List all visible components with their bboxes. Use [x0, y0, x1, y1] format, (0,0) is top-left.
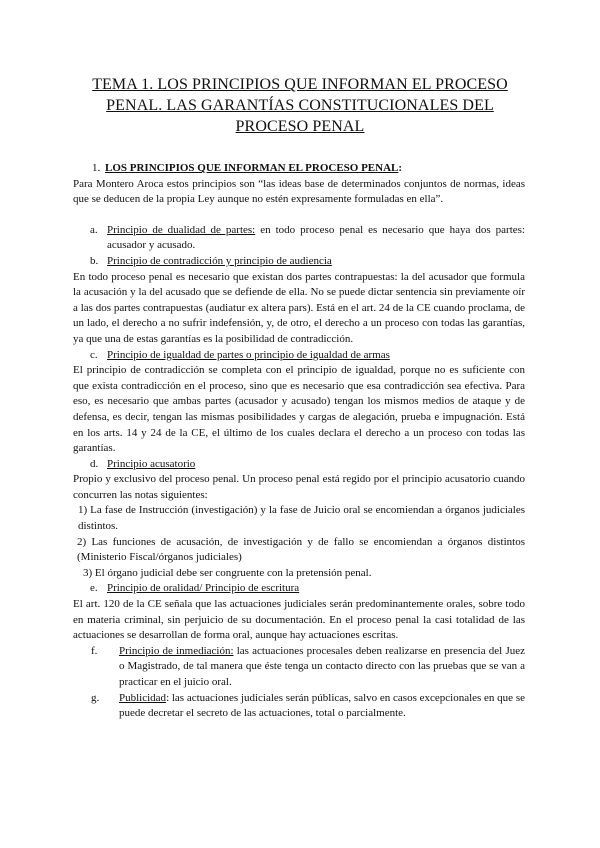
principle-text: en todo proceso penal es necesario que haya dos partes: acusador y acusado.: [107, 223, 525, 252]
list-item-g: [73, 691, 525, 722]
principle-text: las actuaciones procesales deben realizarse en presencia del Juez o Magistrado, de tal manera que éste tenga un contacto directo con las pruebas que se van a practicar en el juicio oral.: [119, 644, 525, 688]
list-marker: e.: [90, 582, 98, 595]
list-marker: c.: [90, 348, 98, 361]
principle-label: Principio de oralidad/ Principio de escritura: [107, 582, 300, 595]
list-item-e: [73, 581, 525, 597]
principle-paragraph-b: En todo proceso penal es necesario que existan dos partes contrapuestas: la del acusador que formula la acusación y la del acusado que se defiende de ella. No se puede dictar sentencia sin previamente oír a las dos partes contrapuestas (audiatur ex altera pars). Está en el art. 24 de la CE cuando proclama, de un lado, el derecho a no sufrir indefensión, y, de otro, el derecho a un proceso con todas las garantías, ya que una de estas garantías es la posibilidad de contradicción.: [73, 270, 525, 345]
principle-label: Principio de inmediación:: [119, 644, 234, 657]
acusatorio-note-3: 3) El órgano judicial debe ser congruente con la pretensión penal.: [83, 566, 372, 579]
principle-label: Principio de contradicción y principio de audiencia: [107, 254, 332, 267]
principle-label: Principio acusatorio: [107, 457, 196, 470]
section-heading-text: LOS PRINCIPIOS QUE INFORMAN EL PROCESO PENAL: [105, 162, 399, 174]
list-item-a: [73, 223, 525, 254]
principle-paragraph-d: Propio y exclusivo del proceso penal. Un proceso penal está regido por el principio acusatorio cuando concurren las notas siguientes:: [73, 473, 525, 501]
principle-paragraph-e: El art. 120 de la CE señala que las actuaciones judiciales serán predominantemente orales, sobre todo en materia criminal, sin perjuicio de su documentación. En el proceso penal la casi totalidad de las actuaciones se desarrollan de forma oral, aunque hay actuaciones escritas.: [73, 598, 525, 642]
list-item-f: [73, 644, 525, 691]
title-line-1: TEMA 1. LOS PRINCIPIOS QUE INFORMAN EL PROCESO: [92, 76, 508, 93]
blank-line: [73, 208, 525, 223]
principle-label: Publicidad: [119, 691, 167, 704]
acusatorio-note-1: 1) La fase de Instrucción (investigación) y la fase de Juicio oral se encomiendan a órganos judiciales distintos.: [78, 504, 525, 533]
list-item-c: [73, 348, 525, 364]
principle-paragraph-c: El principio de contradicción se completa con el principio de igualdad, porque no es suficiente con que exista contradicción en el proceso, sino que es necesario que esa contradicción sea efectiva. Para eso, es necesario que ambas partes (acusador y acusado) tengan los mismos medios de ataque y de defensa, es decir, tengan las mismas posibilidades y cargas de alegación, prueba e impugnación. Está en los arts. 14 y 24 de la CE, el último de los cuales declara el derecho a un proceso con todas las garantías.: [73, 364, 525, 455]
list-marker: g.: [91, 691, 100, 704]
principle-text: : las actuaciones judiciales serán públicas, salvo en casos excepcionales en que se puede decretar el secreto de las actuaciones, total o parcialmente.: [119, 691, 525, 720]
section-heading: [73, 161, 525, 177]
list-marker: b.: [90, 254, 99, 267]
principle-label: Principio de igualdad de partes o principio de igualdad de armas: [107, 348, 390, 361]
page-title: [60, 74, 540, 137]
section-heading-colon: :: [398, 162, 403, 174]
title-line-3: PROCESO PENAL: [235, 118, 365, 135]
list-marker: d.: [90, 457, 99, 470]
list-marker: f.: [91, 644, 98, 657]
list-marker: a.: [90, 223, 98, 236]
list-item-b: [73, 254, 525, 270]
principle-label: Principio de dualidad de partes:: [107, 223, 256, 236]
title-line-2: PENAL. LAS GARANTÍAS CONSTITUCIONALES DEL: [106, 97, 494, 114]
section-intro: Para Montero Aroca estos principios son “las ideas base de determinados conjuntos de normas, ideas que se deducen de la propia Ley aunque no estén expresamente formuladas en ella”.: [73, 177, 525, 206]
acusatorio-note-2: 2) Las funciones de acusación, de investigación y de fallo se encomiendan a órganos distintos (Ministerio Fiscal/órganos judiciales): [77, 535, 525, 564]
document-body: [73, 161, 525, 722]
list-item-d: [73, 457, 525, 473]
section-number: 1.: [92, 162, 101, 174]
